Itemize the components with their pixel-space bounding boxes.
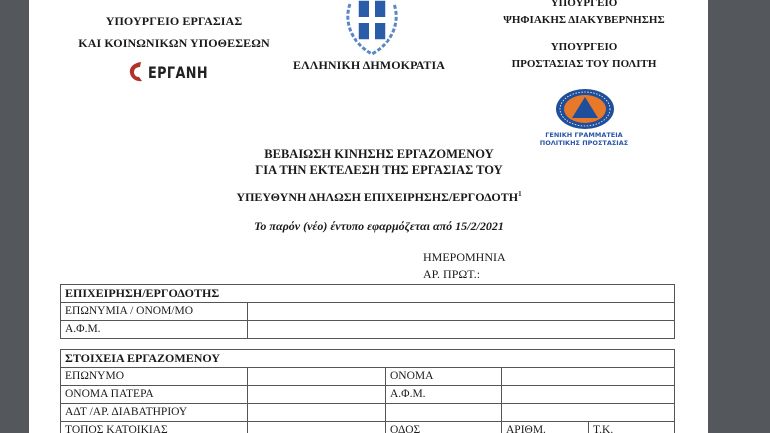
employee-section-heading: ΣΤΟΙΧΕΙΑ ΕΡΓΑΖΟΜΕΝΟΥ — [61, 350, 675, 368]
date-protocol-block — [423, 249, 506, 283]
hellenic-republic-title: ΕΛΛΗΝΙΚΗ ΔΗΜΟΚΡΑΤΙΑ — [292, 58, 446, 72]
table-row — [61, 321, 675, 339]
ministry-digital-line2: ΨΗΦΙΑΚΗΣ ΔΙΑΚΥΒΕΡΝΗΣΗΣ — [503, 14, 665, 26]
ergani-logo-text: ΕΡΓΑΝΗ — [148, 62, 209, 82]
employer-afm-field[interactable] — [248, 321, 675, 339]
civil-protection-logo-icon — [554, 88, 616, 130]
employer-name-label: ΕΠΩΝΥΜΙΑ / ΟΝΟΜ/ΜΟ — [61, 303, 248, 321]
first-name-field[interactable] — [502, 368, 675, 386]
surname-field[interactable] — [248, 368, 386, 386]
surname-label: ΕΠΩΝΥΜΟ — [61, 368, 248, 386]
father-name-field[interactable] — [248, 386, 386, 404]
general-secretariat-civil-protection — [534, 131, 634, 147]
employer-afm-label: Α.Φ.Μ. — [61, 321, 248, 339]
ministry-protection-line1: ΥΠΟΥΡΓΕΙΟ — [550, 41, 618, 53]
street-number-label: ΑΡΙΘΜ. — [502, 422, 589, 433]
cp-text-line2: ΠΟΛΙΤΙΚΗΣ ΠΡΟΣΤΑΣΙΑΣ — [539, 139, 629, 147]
ministry-labour-line1: ΥΠΟΥΡΓΕΙΟ ΕΡΓΑΣΙΑΣ — [105, 14, 243, 28]
table-row — [61, 386, 675, 404]
employee-afm-label: Α.Φ.Μ. — [386, 386, 502, 404]
effective-date-notice — [149, 219, 609, 234]
footnote-marker: 1 — [518, 190, 522, 198]
residence-label: ΤΟΠΟΣ ΚΑΤΟΙΚΙΑΣ — [61, 422, 248, 433]
empty-field[interactable] — [502, 404, 675, 422]
title-line2: ΓΙΑ ΤΗΝ ΕΚΤΕΛΕΣΗ ΤΗΣ ΕΡΓΑΣΙΑΣ ΤΟΥ — [255, 163, 503, 177]
document-title — [149, 146, 609, 178]
protocol-number-label: ΑΡ. ΠΡΩΤ.: — [423, 267, 481, 281]
table-row — [61, 303, 675, 321]
subtitle-text: ΥΠΕΥΘΥΝΗ ΔΗΛΩΣΗ ΕΠΙΧΕΙΡΗΣΗΣ/ΕΡΓΟΔΟΤΗ — [236, 190, 519, 204]
ministry-protection-line2: ΠΡΟΣΤΑΣΙΑΣ ΤΟΥ ΠΟΛΙΤΗ — [511, 58, 657, 70]
father-name-label: ΟΝΟΜΑ ΠΑΤΕΡΑ — [61, 386, 248, 404]
employee-table — [60, 349, 675, 433]
table-row — [61, 422, 675, 433]
date-label: ΗΜΕΡΟΜΗΝΙΑ — [423, 250, 506, 264]
id-passport-label: ΑΔΤ /ΑΡ. ΔΙΑΒΑΤΗΡΙΟΥ — [61, 404, 248, 422]
ministry-labour — [69, 10, 279, 54]
street-label: ΟΔΟΣ — [386, 422, 502, 433]
cp-text-line1: ΓΕΝΙΚΗ ΓΡΑΜΜΑΤΕΙΑ — [545, 131, 623, 139]
document-page — [29, 0, 708, 433]
residence-field[interactable] — [248, 422, 386, 433]
table-row — [61, 404, 675, 422]
postal-code-label: Τ.Κ. — [589, 422, 675, 433]
ministry-digital-line1: ΥΠΟΥΡΓΕΙΟ — [550, 0, 618, 9]
employee-afm-field[interactable] — [502, 386, 675, 404]
ministry-digital-governance — [479, 0, 689, 29]
title-line1: ΒΕΒΑΙΩΣΗ ΚΙΝΗΣΗΣ ΕΡΓΑΖΟΜΕΝΟΥ — [264, 147, 494, 161]
document-subtitle — [149, 190, 609, 205]
table-row — [61, 368, 675, 386]
employer-name-field[interactable] — [248, 303, 675, 321]
ergani-logo — [127, 56, 207, 88]
ergani-mark-icon — [127, 60, 147, 84]
id-passport-field[interactable] — [248, 404, 386, 422]
employer-heading-row — [61, 285, 675, 303]
notice-text: Το παρόν (νέο) έντυπο εφαρμόζεται από 15/2/2021 — [254, 219, 504, 233]
employer-section-heading: ΕΠΙΧΕΙΡΗΣΗ/ΕΡΓΟΔΟΤΗΣ — [61, 285, 675, 303]
ministry-labour-line2: ΚΑΙ ΚΟΙΝΩΝΙΚΩΝ ΥΠΟΘΕΣΕΩΝ — [78, 36, 270, 50]
employee-heading-row — [61, 350, 675, 368]
first-name-label: ΟΝΟΜΑ — [386, 368, 502, 386]
empty-cell — [386, 404, 502, 422]
ministry-citizen-protection — [479, 39, 689, 73]
greek-coat-of-arms-icon — [340, 0, 404, 56]
employer-table — [60, 284, 675, 339]
